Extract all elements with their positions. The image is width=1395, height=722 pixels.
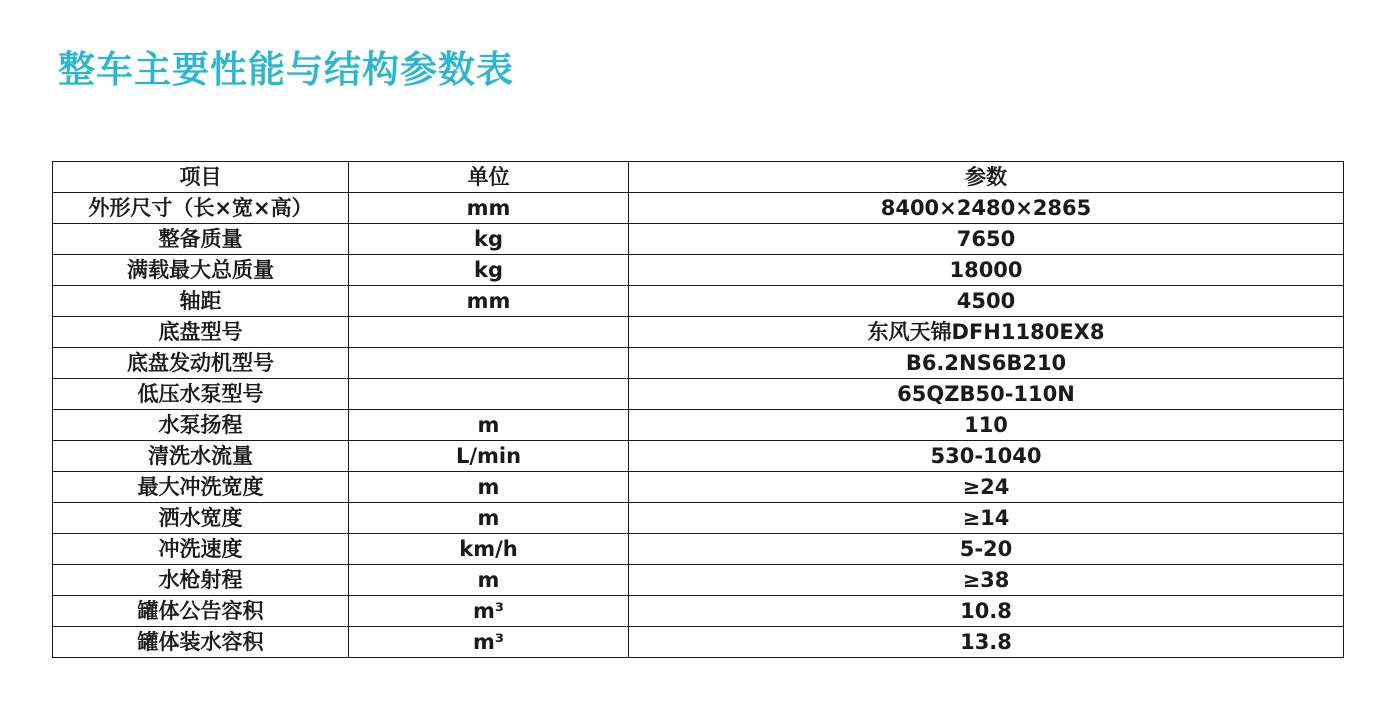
cell-param: 18000 xyxy=(629,255,1344,286)
table-row xyxy=(53,534,1344,565)
cell-param: 530-1040 xyxy=(629,441,1344,472)
page-title: 整车主要性能与结构参数表 xyxy=(58,48,514,91)
cell-unit: kg xyxy=(349,255,629,286)
cell-unit: m xyxy=(349,565,629,596)
cell-unit: m xyxy=(349,472,629,503)
cell-param: 5-20 xyxy=(629,534,1344,565)
cell-param: 8400×2480×2865 xyxy=(629,193,1344,224)
cell-param: 110 xyxy=(629,410,1344,441)
table-row xyxy=(53,286,1344,317)
table-row xyxy=(53,379,1344,410)
cell-param: 10.8 xyxy=(629,596,1344,627)
cell-item: 底盘发动机型号 xyxy=(53,348,349,379)
cell-param: 东风天锦DFH1180EX8 xyxy=(629,317,1344,348)
cell-item: 轴距 xyxy=(53,286,349,317)
cell-unit: m³ xyxy=(349,627,629,658)
header-unit: 单位 xyxy=(349,162,629,193)
cell-unit: mm xyxy=(349,193,629,224)
cell-param: 13.8 xyxy=(629,627,1344,658)
cell-unit xyxy=(349,348,629,379)
cell-unit: m³ xyxy=(349,596,629,627)
cell-unit: L/min xyxy=(349,441,629,472)
cell-param: 4500 xyxy=(629,286,1344,317)
table-row xyxy=(53,255,1344,286)
cell-unit: m xyxy=(349,503,629,534)
cell-item: 水泵扬程 xyxy=(53,410,349,441)
cell-item: 清洗水流量 xyxy=(53,441,349,472)
cell-item: 满载最大总质量 xyxy=(53,255,349,286)
table-row xyxy=(53,472,1344,503)
table-row xyxy=(53,224,1344,255)
cell-item: 底盘型号 xyxy=(53,317,349,348)
cell-unit xyxy=(349,317,629,348)
cell-unit: kg xyxy=(349,224,629,255)
cell-unit xyxy=(349,379,629,410)
cell-unit: km/h xyxy=(349,534,629,565)
spec-table xyxy=(52,161,1344,658)
cell-item: 最大冲洗宽度 xyxy=(53,472,349,503)
table-row xyxy=(53,410,1344,441)
cell-param: 7650 xyxy=(629,224,1344,255)
cell-param: ≥24 xyxy=(629,472,1344,503)
cell-param: ≥14 xyxy=(629,503,1344,534)
cell-item: 罐体装水容积 xyxy=(53,627,349,658)
cell-unit: m xyxy=(349,410,629,441)
table-row xyxy=(53,503,1344,534)
table-row xyxy=(53,596,1344,627)
table-row xyxy=(53,565,1344,596)
header-item: 项目 xyxy=(53,162,349,193)
cell-item: 洒水宽度 xyxy=(53,503,349,534)
header-param: 参数 xyxy=(629,162,1344,193)
cell-param: B6.2NS6B210 xyxy=(629,348,1344,379)
cell-item: 外形尺寸（长×宽×高） xyxy=(53,193,349,224)
table-row xyxy=(53,348,1344,379)
cell-item: 冲洗速度 xyxy=(53,534,349,565)
cell-param: ≥38 xyxy=(629,565,1344,596)
table-row xyxy=(53,317,1344,348)
table-row xyxy=(53,193,1344,224)
cell-item: 罐体公告容积 xyxy=(53,596,349,627)
cell-item: 低压水泵型号 xyxy=(53,379,349,410)
cell-unit: mm xyxy=(349,286,629,317)
table-row xyxy=(53,627,1344,658)
cell-item: 水枪射程 xyxy=(53,565,349,596)
table-row xyxy=(53,441,1344,472)
cell-param: 65QZB50-110N xyxy=(629,379,1344,410)
table-header-row xyxy=(53,162,1344,193)
cell-item: 整备质量 xyxy=(53,224,349,255)
